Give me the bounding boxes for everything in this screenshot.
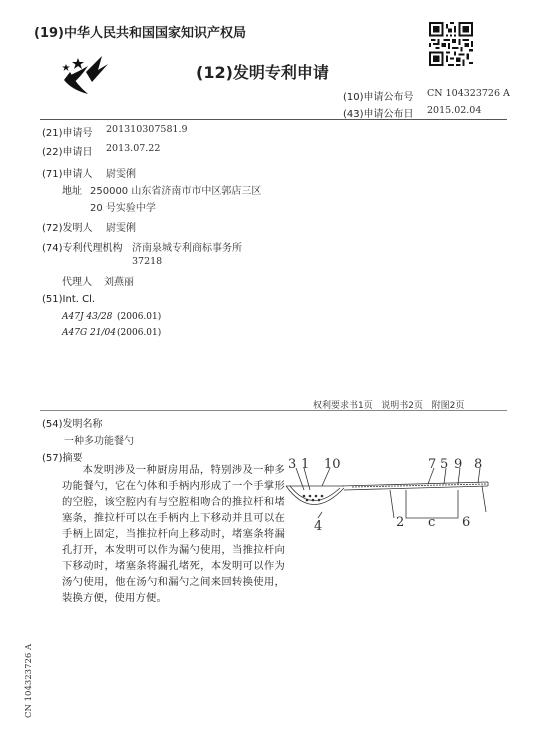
- pub-date-label: (43)申请公布日: [343, 109, 414, 120]
- pub-no-label: (10)申请公布号: [343, 92, 414, 103]
- fig-label-1: 1: [301, 457, 310, 472]
- side-pub-number: CN 104323726 A: [24, 643, 34, 718]
- pub-no: CN 104323726 A: [427, 88, 510, 99]
- inventor-label: (72)发明人: [42, 223, 93, 234]
- summary-divider: [40, 410, 507, 411]
- ipc-version-1: (2006.01): [117, 312, 162, 322]
- fig-label-5: 5: [440, 457, 449, 472]
- ipc-version-2: (2006.01): [117, 328, 162, 338]
- inventor: 尉雯俐: [106, 223, 136, 234]
- abstract-label: (57)摘要: [42, 453, 83, 464]
- filing-date: 2013.07.22: [106, 143, 161, 154]
- fig-label-9: 9: [454, 457, 463, 472]
- abstract-text: 本发明涉及一种厨房用品，特别涉及一种多功能餐勺，它在勺体和手柄内形成了一个手掌形的空腔，该空腔内有与空腔相吻合的推拉杆和堵塞条，推拉杆可以在手柄内上下移动并且可以在手柄上固定，当推拉杆向上移动时，堵塞条将漏孔打开，本发明可以作为漏勺使用，当推拉杆向下移动时，堵塞条将漏孔堵死，本发明可以作为汤勺使用，他在汤勺和漏勺之间来回转换使用，装换方便，使用方便。: [62, 464, 285, 604]
- header-divider: [40, 119, 507, 120]
- ipc-code-2: A47G 21/04: [62, 328, 116, 338]
- fig-label-6: 6: [462, 515, 471, 530]
- agency-label: (74)专利代理机构: [42, 243, 123, 254]
- agent: 刘燕丽: [104, 277, 134, 288]
- applicant-label: (71)申请人: [42, 169, 93, 180]
- fig-label-c: c: [428, 515, 436, 530]
- pages-summary: 权利要求书1页 说明书2页 附图2页: [313, 401, 465, 411]
- agency: 济南泉城专利商标事务所: [132, 243, 242, 254]
- fig-label-10: 10: [324, 457, 341, 472]
- applicant: 尉雯俐: [106, 169, 136, 180]
- address-line1: 250000 山东省济南市市中区郭店三区: [90, 186, 262, 197]
- office-name: (19)中华人民共和国国家知识产权局: [34, 26, 246, 41]
- ipc-code-1: A47J 43/28: [62, 312, 113, 322]
- pub-date: 2015.02.04: [427, 105, 482, 116]
- app-no-label: (21)申请号: [42, 128, 93, 139]
- fig-label-7: 7: [428, 457, 437, 472]
- address-line2: 20 号实验中学: [90, 203, 156, 214]
- address-label: 地址: [62, 186, 82, 197]
- agency-code: 37218: [132, 256, 163, 267]
- agent-label: 代理人: [62, 277, 92, 288]
- spoon-figure: [282, 456, 500, 532]
- invention-title: 一种多功能餐勺: [64, 436, 134, 447]
- fig-label-8: 8: [474, 457, 483, 472]
- emblem-icon: [58, 50, 112, 98]
- ipc-label: (51)Int. Cl.: [42, 294, 96, 305]
- title-label: (54)发明名称: [42, 419, 103, 430]
- fig-label-3: 3: [288, 457, 297, 472]
- qr-code-icon: [429, 22, 473, 66]
- app-no: 201310307581.9: [106, 124, 188, 135]
- filing-date-label: (22)申请日: [42, 147, 93, 158]
- fig-label-4: 4: [314, 519, 323, 532]
- document-type: (12)发明专利申请: [196, 63, 329, 82]
- fig-label-2: 2: [396, 515, 405, 530]
